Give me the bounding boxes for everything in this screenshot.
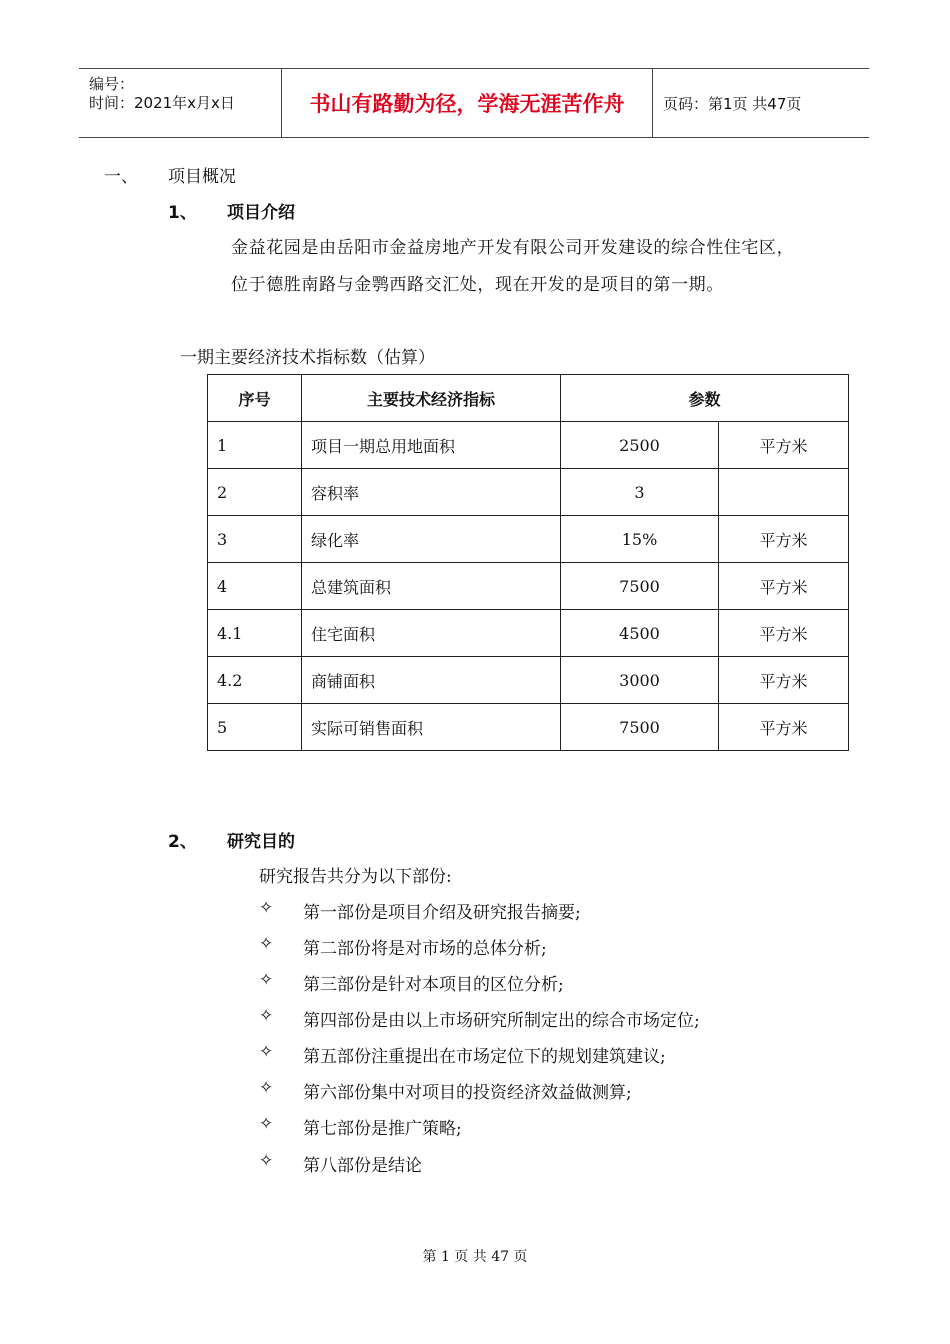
table-cell-index: 4.2	[208, 657, 302, 704]
table-cell-indicator: 总建筑面积	[302, 563, 561, 610]
bullet-icon: ✧	[259, 1078, 274, 1098]
table-cell-value: 7500	[561, 563, 719, 610]
table-cell-unit	[719, 469, 849, 516]
table-cell-unit: 平方米	[719, 516, 849, 563]
subsection-title: 项目介绍	[227, 203, 295, 223]
table-cell-unit: 平方米	[719, 422, 849, 469]
table-cell-index: 4	[208, 563, 302, 610]
list-item: 第四部份是由以上市场研究所制定出的综合市场定位;	[303, 1011, 700, 1031]
table-cell-unit: 平方米	[719, 704, 849, 751]
header-meta-cell	[79, 69, 282, 137]
table-cell-index: 3	[208, 516, 302, 563]
page-footer: 第 1 页 共 47 页	[422, 1249, 528, 1265]
bullet-icon: ✧	[259, 934, 274, 954]
table-cell-value: 2500	[561, 422, 719, 469]
table-cell-value: 15%	[561, 516, 719, 563]
table-cell-indicator: 绿化率	[302, 516, 561, 563]
list-item: 第七部份是推广策略;	[303, 1119, 462, 1139]
table-row	[208, 469, 849, 516]
table-cell-indicator: 容积率	[302, 469, 561, 516]
table-cell-indicator: 商铺面积	[302, 657, 561, 704]
table-cell-value: 3	[561, 469, 719, 516]
intro-paragraph-line: 金益花园是由岳阳市金益房地产开发有限公司开发建设的综合性住宅区，	[231, 238, 795, 258]
document-time-label: 时间：2021年x月x日	[89, 94, 235, 112]
table-cell-unit: 平方米	[719, 563, 849, 610]
table-row	[208, 610, 849, 657]
header-motto: 书山有路勤为径，学海无涯苦作舟	[282, 69, 653, 137]
table-row	[208, 563, 849, 610]
column-header: 序号	[208, 375, 302, 422]
subsection-number: 2、	[168, 832, 197, 852]
table-cell-unit: 平方米	[719, 610, 849, 657]
table-header-row	[208, 375, 849, 422]
table-cell-index: 2	[208, 469, 302, 516]
indicator-table	[207, 374, 849, 751]
intro-paragraph-line: 位于德胜南路与金鹗西路交汇处，现在开发的是项目的第一期。	[231, 275, 724, 295]
document-number-label: 编号：	[89, 75, 135, 93]
table-row	[208, 422, 849, 469]
table-cell-indicator: 住宅面积	[302, 610, 561, 657]
subsection-title: 研究目的	[227, 832, 295, 852]
list-item: 第六部份集中对项目的投资经济效益做测算;	[303, 1083, 632, 1103]
table-cell-index: 4.1	[208, 610, 302, 657]
header-page-info: 页码：第1页 共47页	[663, 94, 802, 113]
table-row	[208, 657, 849, 704]
list-item: 第二部份将是对市场的总体分析;	[303, 939, 547, 959]
section-number: 一、	[104, 167, 138, 187]
table-cell-value: 4500	[561, 610, 719, 657]
table-cell-indicator: 项目一期总用地面积	[302, 422, 561, 469]
subsection-number: 1、	[168, 203, 197, 223]
table-cell-value: 7500	[561, 704, 719, 751]
column-header: 参数	[561, 375, 849, 422]
bullet-icon: ✧	[259, 970, 274, 990]
bullet-icon: ✧	[259, 1006, 274, 1026]
bullet-icon: ✧	[259, 898, 274, 918]
list-item: 第三部份是针对本项目的区位分析;	[303, 975, 564, 995]
list-item: 第八部份是结论	[303, 1156, 422, 1176]
table-cell-index: 5	[208, 704, 302, 751]
column-header: 主要技术经济指标	[302, 375, 561, 422]
table-row	[208, 704, 849, 751]
page-header	[79, 68, 869, 138]
table-caption: 一期主要经济技术指标数（估算）	[180, 348, 435, 368]
bullet-icon: ✧	[259, 1151, 274, 1171]
table-cell-value: 3000	[561, 657, 719, 704]
list-intro: 研究报告共分为以下部份:	[259, 867, 452, 887]
list-item: 第五部份注重提出在市场定位下的规划建筑建议;	[303, 1047, 666, 1067]
section-heading: 项目概况	[168, 167, 236, 187]
table-cell-unit: 平方米	[719, 657, 849, 704]
table-row	[208, 516, 849, 563]
bullet-icon: ✧	[259, 1114, 274, 1134]
list-item: 第一部份是项目介绍及研究报告摘要;	[303, 903, 581, 923]
table-cell-indicator: 实际可销售面积	[302, 704, 561, 751]
table-cell-index: 1	[208, 422, 302, 469]
bullet-icon: ✧	[259, 1042, 274, 1062]
